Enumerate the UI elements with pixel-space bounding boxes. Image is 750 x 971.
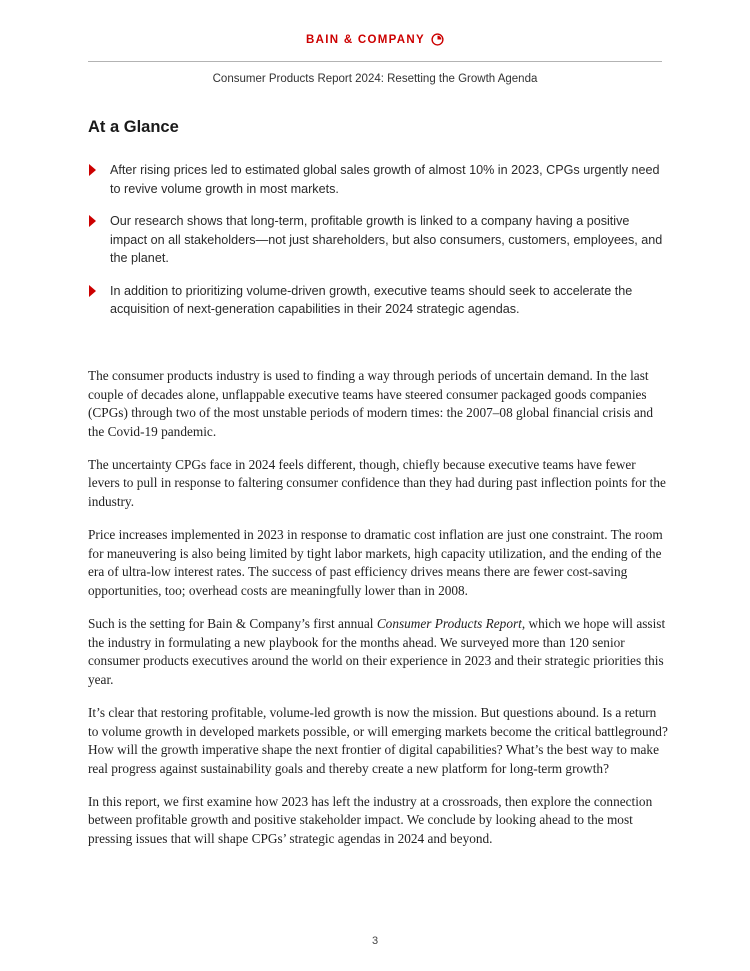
body-paragraph — [88, 615, 668, 689]
red-triangle-bullet-icon — [89, 164, 96, 176]
bullet-text: Our research shows that long-term, profitable growth is linked to a company having a positive impact on all stakeholders—not just shareholders, but also consumers, customers, employees, and the planet. — [110, 214, 663, 265]
bullet-text: After rising prices led to estimated global sales growth of almost 10% in 2023, CPGs urgently need to revive volume growth in most markets. — [110, 163, 660, 196]
page-number: 3 — [371, 935, 379, 947]
brand-header — [0, 33, 750, 46]
paragraph-text: Such is the setting for Bain & Company’s first annual — [88, 616, 377, 632]
red-triangle-bullet-icon — [89, 215, 96, 227]
body-paragraph: In this report, we first examine how 2023 has left the industry at a crossroads, then explore the connection between profitable growth and positive stakeholder impact. We conclude by looking ahead to the most pressing issues that will shape CPGs’ strategic agendas in 2024 and beyond. — [88, 793, 653, 846]
body-text — [88, 367, 668, 863]
at-a-glance-list — [88, 161, 663, 333]
bullet-text: In addition to prioritizing volume-driven growth, executive teams should seek to accelerate the acquisition of next-generation capabilities in their 2024 strategic agendas. — [110, 283, 633, 316]
list-item — [88, 161, 663, 198]
at-a-glance-heading: At a Glance — [88, 118, 179, 136]
paragraph-text: , which we hope will assist the industry in formulating a new playbook for the months ahead. We surveyed more than 120 senior consumer products executives around the world on their experience in 2023 and their strategic priorities this year. — [88, 616, 666, 687]
brand-wordmark: BAIN & COMPANY — [306, 33, 425, 46]
list-item — [88, 212, 663, 268]
bain-circle-logo-icon — [431, 33, 444, 46]
body-paragraph: The uncertainty CPGs face in 2024 feels different, though, chiefly because executive teams have fewer levers to pull in response to faltering consumer confidence than they had during past inflection points for the industry. — [88, 456, 666, 510]
list-item — [88, 282, 663, 319]
red-triangle-bullet-icon — [89, 285, 96, 297]
header-divider — [88, 61, 662, 62]
body-paragraph: Price increases implemented in 2023 in response to dramatic cost inflation are just one constraint. The room for maneuvering is also being limited by tight labor markets, high capacity utilization, and the ending of the era of ultra-low interest rates. The success of past efficiency drives means there are fewer cost-saving opportunities, too; overhead costs are meaningfully lower than in 2008. — [88, 527, 663, 598]
report-title: Consumer Products Report 2024: Resetting the Growth Agenda — [212, 73, 538, 85]
report-name-italic: Consumer Products Report — [376, 616, 522, 632]
body-paragraph: The consumer products industry is used to finding a way through periods of uncertain demand. In the last couple of decades alone, unflappable executive teams have steered consumer packaged goods companies (CPGs) through two of the most unstable periods of modern times: the 2007–08 global financial crisis and the Covid-19 pandemic. — [88, 368, 654, 439]
body-paragraph: It’s clear that restoring profitable, volume-led growth is now the mission. But questions abound. Is a return to volume growth in developed markets possible, or will emerging markets become the critical battleground? How will the growth imperative shape the next frontier of digital capabilities? What’s the best way to make real progress against sustainability goals and thereby create a new platform for long-term growth? — [88, 704, 668, 776]
